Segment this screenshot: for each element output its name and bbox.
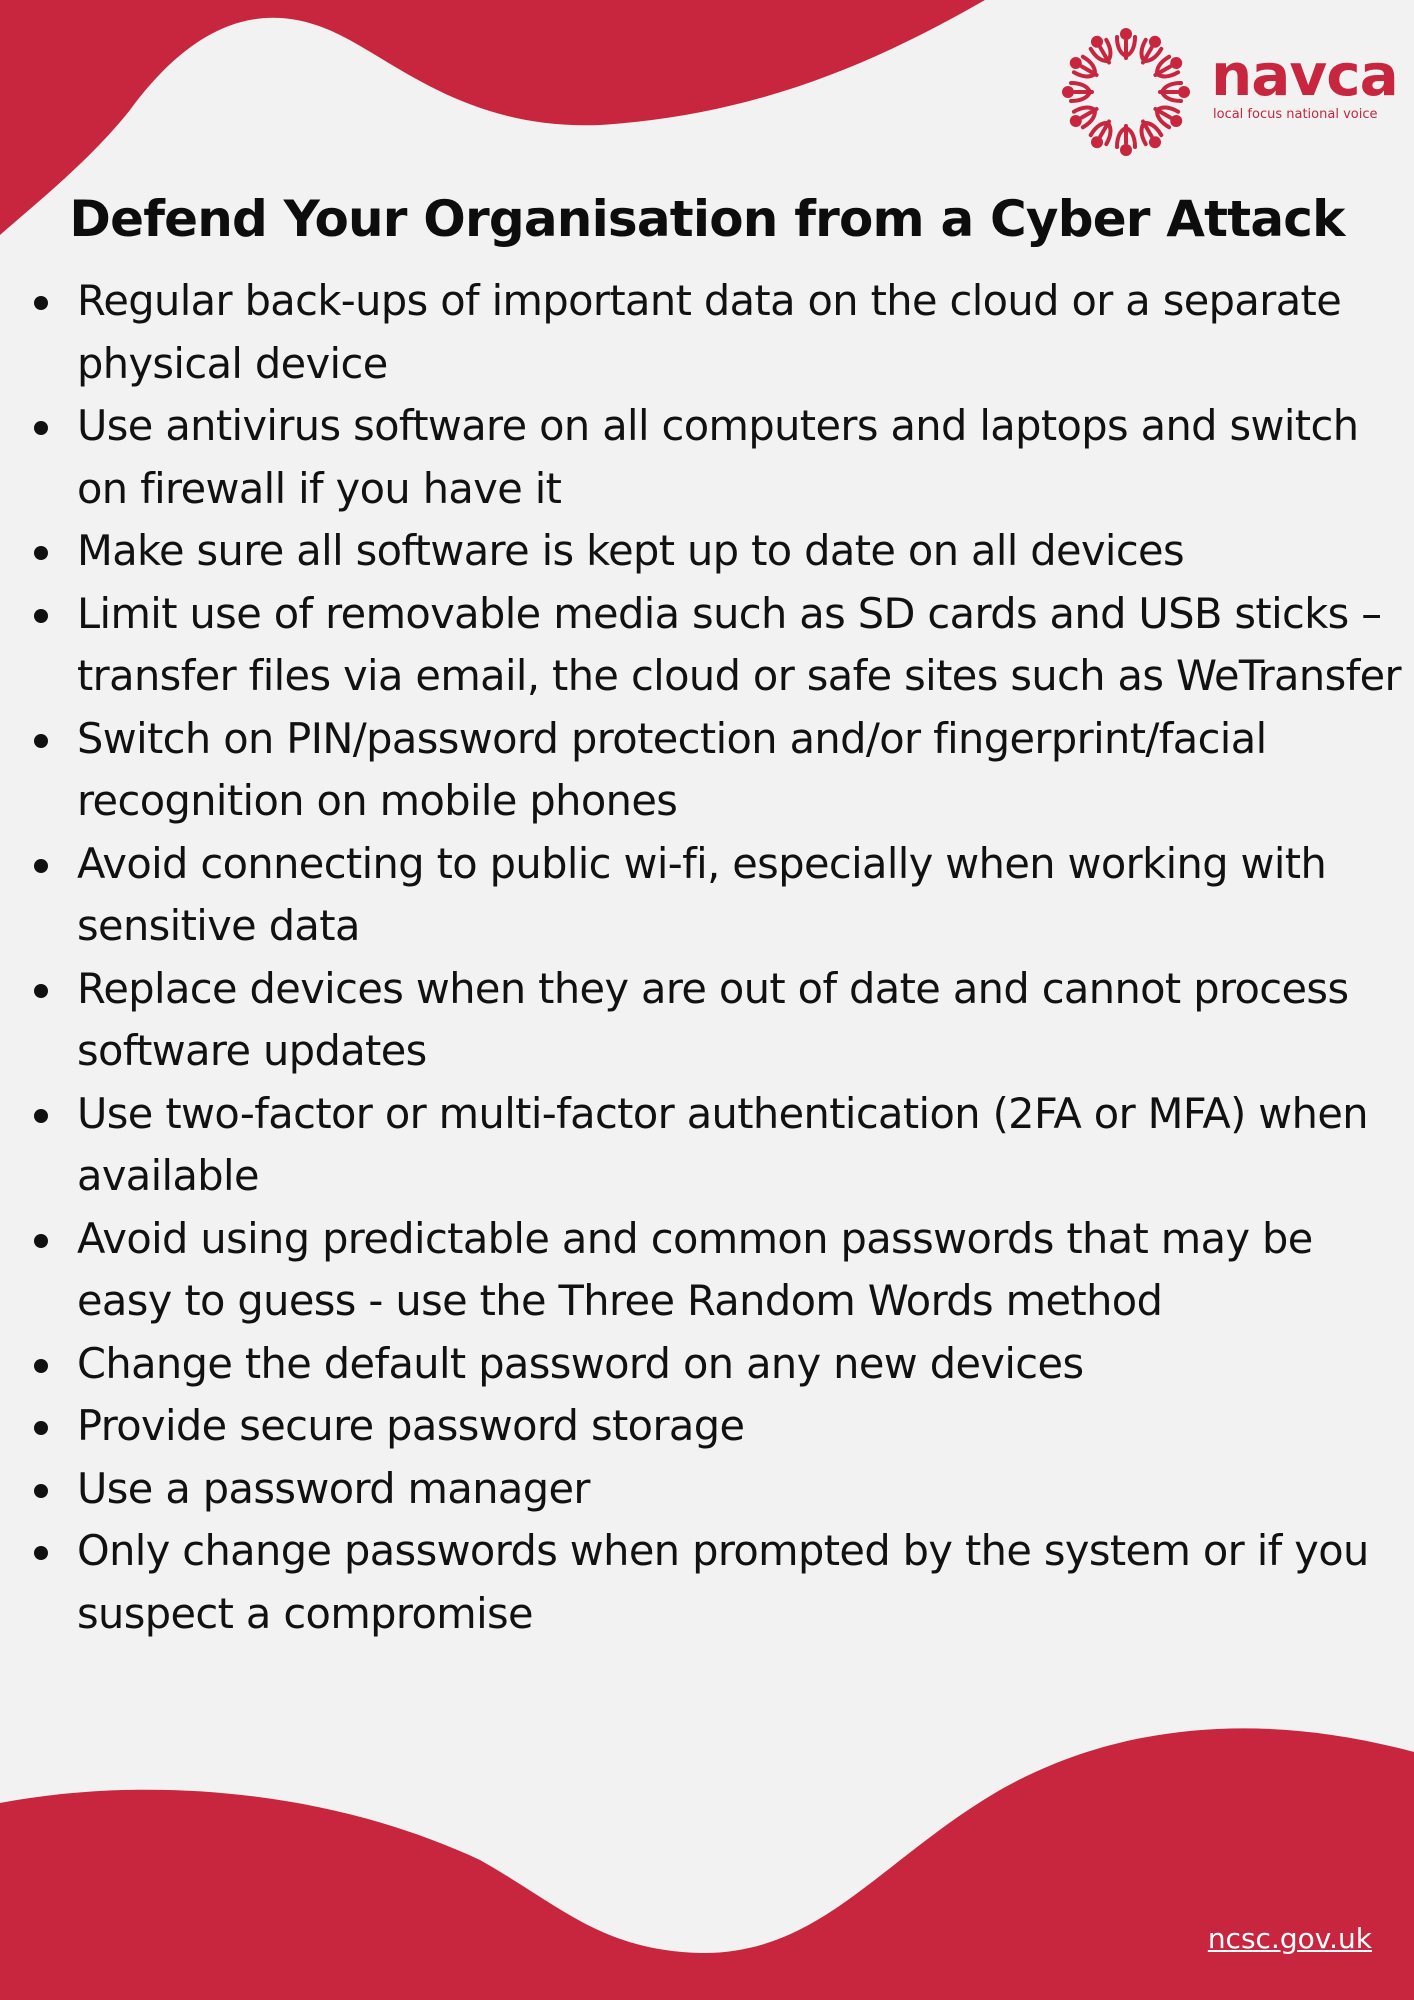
list-item: Switch on PIN/password protection and/or fingerprint/facial recognition on mobile phones <box>30 708 1402 833</box>
logo-figure <box>1117 28 1135 58</box>
bottom-wave <box>0 1728 1414 2000</box>
list-item: Use two-factor or multi-factor authentication (2FA or MFA) when available <box>30 1083 1402 1208</box>
tips-list <box>30 270 1402 1645</box>
logo-wordmark: navca <box>1211 41 1398 109</box>
navca-logo <box>1058 24 1398 160</box>
list-item: Avoid connecting to public wi-fi, especially when working with sensitive data <box>30 833 1402 958</box>
list-item: Regular back-ups of important data on the cloud or a separate physical device <box>30 270 1402 395</box>
ncsc-link[interactable]: ncsc.gov.uk <box>1207 1922 1372 1955</box>
people-circle-icon <box>1058 24 1198 160</box>
page-title: Defend Your Organisation from a Cyber Attack <box>69 190 1345 248</box>
list-item: Make sure all software is kept up to date on all devices <box>30 520 1402 583</box>
list-item: Use antivirus software on all computers and laptops and switch on firewall if you have it <box>30 395 1402 520</box>
logo-figure <box>1160 83 1190 101</box>
list-item: Limit use of removable media such as SD cards and USB sticks – transfer files via email, the cloud or safe sites such as WeTransfer <box>30 583 1402 708</box>
list-item: Change the default password on any new devices <box>30 1333 1402 1396</box>
list-item: Only change passwords when prompted by the system or if you suspect a compromise <box>30 1520 1402 1645</box>
list-item: Replace devices when they are out of date and cannot process software updates <box>30 958 1402 1083</box>
logo-figure <box>1062 83 1092 101</box>
logo-figure <box>1117 126 1135 156</box>
list-item: Avoid using predictable and common passwords that may be easy to guess - use the Three Random Words method <box>30 1208 1402 1333</box>
logo-tagline: local focus national voice <box>1213 107 1378 122</box>
list-item: Provide secure password storage <box>30 1395 1402 1458</box>
list-item: Use a password manager <box>30 1458 1402 1521</box>
